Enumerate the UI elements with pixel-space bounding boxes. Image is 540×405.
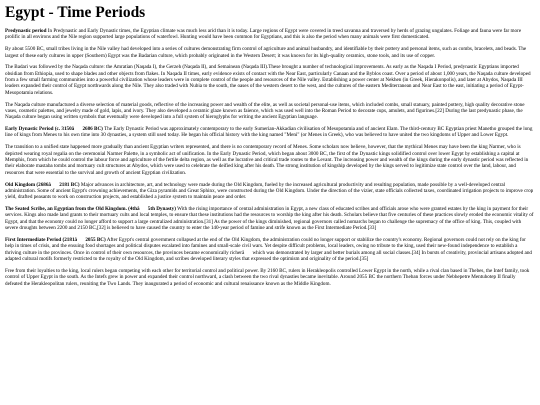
paragraph-heading: The Seated Scribe, an Egyptian from the Old Kingdom. (4thâ5th Dynasty) <box>5 206 176 213</box>
paragraph-predynastic <box>5 28 534 41</box>
paragraph-early-dynastic <box>5 126 534 139</box>
paragraph-text: The Naqada culture manufactured a diverse selection of material goods, reflective of the increasing power and wealth of the elite, as well as societal personal-use items, which included combs, small statuary, painted pottery, high quality decorative stone vases, cosmetic palettes, and jewelry made of gold, lapis, and ivory. They also developed a ceramic glaze known as faience, which was used well into the Roman Period to decorate cups, amulets, and figurines.[22] During the last predynastic phase, the Naqada culture began using written symbols that eventually were developed into a full system of hieroglyphs for writing the ancient Egyptian language. <box>5 101 525 121</box>
page-title: Egypt - Time Periods <box>5 4 146 21</box>
paragraph-unification <box>5 144 534 176</box>
paragraph-text: Free from their loyalties to the king, local rulers began competing with each other for territorial control and political power. By 2160 BC, rulers in Herakleopolis controlled Lower Egypt in the north, while a rival clan based in Thebes, the Intef family, took control of Upper Egypt in the south. As the Intefs grew in power and expanded their control northward, a clash between the two rival dynasties became inevitable. Around 2055 BC the northern Theban forces under Nebhepetre Mentuhotep II finally defeated the Herakleopolitan rulers, reuniting the Two Lands. They inaugurated a period of economic and cultural renaissance known as the Middle Kingdom. <box>5 267 530 287</box>
paragraph-naqada <box>5 64 534 96</box>
paragraph-heading: Old Kingdom (2686â2181 BC) <box>5 181 80 188</box>
paragraph-text: The Badari was followed by the Naqada culture: the Amratian (Naqada I), the Gerzeh (Naqada II), and Semainean (Naqada III).These brought a number of technological improvements. As early as the Naqada I Period, predynastic Egyptians imported obsidian from Ethiopia, used to shape blades and other objects from flakes. In Naqada II times, early evidence exists of contact with the Near East, particularly Canaan and the Byblos coast. Over a period of about 1,000 years, the Naqada culture developed from a few small farming communities into a powerful civilization whose leaders were in complete control of the people and resources of the Nile valley. Establishing a power center at Nekhen (in Greek, Hierakonpolis), and later at Abydos, Naqada III leaders expanded their control of Egypt northwards along the Nile. They also traded with Nubia to the south, the oases of the western desert to the west, and the cultures of the eastern Mediterranean and Near East to the east, initiating a period of Egypt-Mesopotamia relations. <box>5 64 531 96</box>
paragraph-text: The transition to a unified state happened more gradually than ancient Egyptian writers represented, and there is no contemporary record of Menes. Some scholars now believe, however, that the mythical Menes may have been the king Narmer, who is depicted wearing royal regalia on the ceremonial Narmer Palette, in a symbolic act of unification. In the Early Dynastic Period, which began about 3000 BC, the first of the Dynastic kings solidified control over lower Egypt by establishing a capital at Memphis, from which he could control the labour force and agriculture of the fertile delta region, as well as the lucrative and critical trade routes to the Levant. The increasing power and wealth of the kings during the early dynastic period was reflected in their elaborate mastaba tombs and mortuary cult structures at Abydos, which were used to celebrate the deified king after his death. The strong institution of kingship developed by the kings served to legitimize state control over the land, labour, and resources that were essential to the survival and growth of ancient Egyptian civilization. <box>5 144 529 176</box>
paragraph-heading: Early Dynastic Period (c. 3150â2686 BC) <box>5 126 103 133</box>
paragraph-seated-scribe <box>5 206 534 232</box>
paragraph-text: In Predynastic and Early Dynastic times, the Egyptian climate was much less arid than it is today. Large regions of Egypt were covered in treed savanna and traversed by herds of grazing ungulates. Foliage and fauna were far more prolific in all environs and the Nile region supported large populations of waterfowl. Hunting would have been common for Egyptians, and this is also the period when many animals were first domesticated. <box>5 28 522 41</box>
paragraph-text: The Early Dynastic Period was approximately contemporary to the early Sumerian-Akkadian civilisation of Mesopotamia and of ancient Elam. The third-century BC Egyptian priest Manetho grouped the long line of kings from Menes to his own time into 30 dynasties, a system still used today. He began his official history with the king named "Meni" (or Menes in Greek), who was believed to have united the two kingdoms of Upper and Lower Egypt. <box>5 126 533 139</box>
paragraph-text: With the rising importance of central administration in Egypt, a new class of educated scribes and officials arose who were granted estates by the king in payment for their services. Kings also made land grants to their mortuary cults and local temples, to ensure that these institutions had the resources to worship the king after his death. Scholars believe that five centuries of these practices slowly eroded the economic vitality of Egypt, and that the economy could no longer afford to support a large centralized administration.[31] As the power of the kings diminished, regional governors called nomarchs began to challenge the supremacy of the office of king. This, coupled with severe droughts between 2200 and 2150 BC,[32] is believed to have caused the country to enter the 140-year period of famine and strife known as the First Intermediate Period.[33] <box>5 206 534 232</box>
paragraph-heading: Predynastic period <box>5 28 47 34</box>
paragraph-local-rulers <box>5 268 534 287</box>
paragraph-naqada-goods <box>5 102 534 121</box>
paragraph-text: By about 5500 BC, small tribes living in the Nile valley had developed into a series of cultures demonstrating firm control of agriculture and animal husbandry, and identifiable by their pottery and personal items, such as combs, bracelets, and beads. The largest of these early cultures in upper (Southern) Egypt was the Badarian culture, which probably originated in the Western Desert; it was known for its high-quality ceramics, stone tools, and its use of copper. <box>5 46 527 59</box>
paragraph-text: Major advances in architecture, art, and technology were made during the Old Kingdom, fueled by the increased agricultural productivity and resulting population, made possible by a well-developed central administration. Some of ancient Egypt's crowning achievements, the Giza pyramids and Great Sphinx, were constructed during the Old Kingdom. Under the direction of the vizier, state officials collected taxes, coordinated irrigation projects to improve crop yield, drafted peasants to work on construction projects, and established a justice system to maintain peace and order. <box>5 181 534 201</box>
paragraph-badarian <box>5 46 534 59</box>
paragraph-old-kingdom <box>5 182 534 201</box>
paragraph-first-intermediate <box>5 237 534 263</box>
paragraph-text: After Egypt's central government collapsed at the end of the Old Kingdom, the administration could no longer support or stabilize the country's economy. Regional governors could not rely on the king for help in times of crisis, and the ensuing food shortages and political disputes escalated into famines and small-scale civil wars. Yet despite difficult problems, local leaders, owing no tribute to the king, used their new-found independence to establish a thriving culture in the provinces. Once in control of their own resources, the provinces became economically richerâwhich was demonstrated by larger and better burials among all social classes.[34] In bursts of creativity, provincial artisans adopted and adapted cultural motifs formerly restricted to the royalty of the Old Kingdom, and scribes developed literary styles that expressed the optimism and originality of the period.[35] <box>5 236 532 263</box>
paragraph-heading: First Intermediate Period (2181â2055 BC) <box>5 236 106 243</box>
